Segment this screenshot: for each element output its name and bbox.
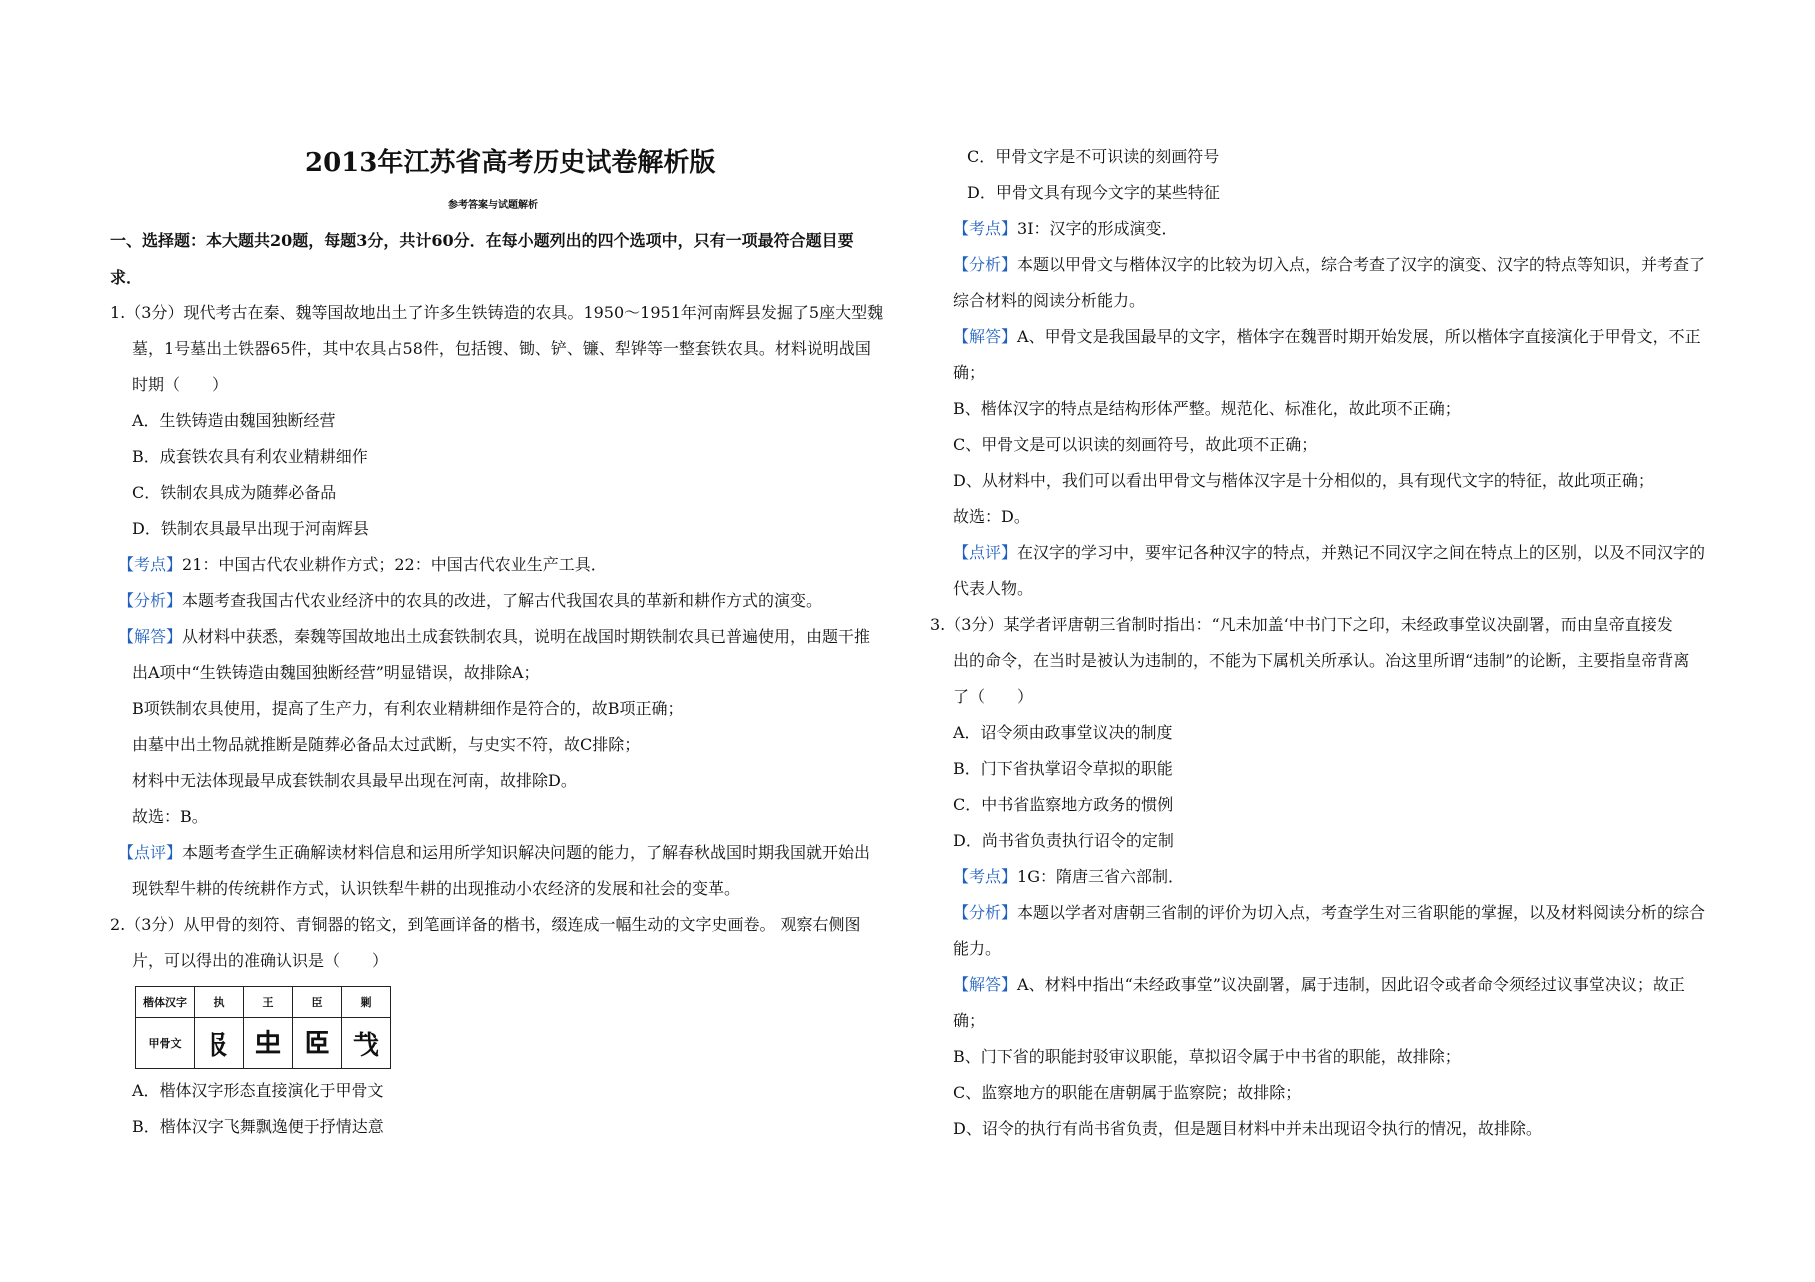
- q1-jieda: [118, 627, 870, 647]
- q3-option-c: C．中书省监察地方政务的惯例: [953, 795, 1174, 814]
- jieda-tag: 【解答】: [118, 627, 183, 646]
- kaodian-tag: 【考点】: [118, 555, 183, 574]
- q2-dianping-text: 在汉字的学习中，要牢记各种汉字的特点，并熟记不同汉字之间在特点上的区别，以及不同汉字的: [1017, 543, 1706, 562]
- q2-fenxi-text: 本题以甲骨文与楷体汉字的比较为切入点，综合考查了汉字的演变、汉字的特点等知识，并考查了: [1017, 255, 1706, 274]
- q2-jieda: [953, 327, 1701, 347]
- q1-kaodian-text: 21：中国古代农业耕作方式；22：中国古代农业生产工具．: [182, 555, 607, 574]
- page-title: 2013年江苏省高考历史试卷解析版: [305, 148, 716, 178]
- q1-option-d: D．铁制农具最早出现于河南辉县: [132, 519, 369, 538]
- q2-jieda-line: D、从材料中，我们可以看出甲骨文与楷体汉字是十分相似的，具有现代文字的特征，故此项正确；: [953, 471, 1654, 490]
- jieda-tag: 【解答】: [953, 975, 1018, 994]
- q1-option-c: C．铁制农具成为随葬必备品: [132, 483, 337, 502]
- fenxi-tag: 【分析】: [953, 255, 1018, 274]
- q1-jieda-line: 出A项中“生铁铸造由魏国独断经营”明显错误，故排除A；: [132, 663, 540, 682]
- q2-option-c: C．甲骨文字是不可识读的刻画符号: [967, 147, 1220, 166]
- kaiti-char: 臣: [293, 987, 342, 1018]
- q2-stem-line: 2.（3分）从甲骨的刻符、青铜器的铭文，到笔画详备的楷书，缀连成一幅生动的文字史画卷。 观察右侧图: [110, 915, 861, 934]
- q1-dianping-line: 现铁犁牛耕的传统耕作方式，认识铁犁牛耕的出现推动小农经济的发展和社会的变革。: [132, 879, 741, 898]
- q1-jieda-text: 从材料中获悉，秦魏等国故地出土成套铁制农具，说明在战国时期铁制农具已普遍使用，由题干推: [182, 627, 871, 646]
- table-header-kaiti: 楷体汉字: [136, 987, 195, 1018]
- kaiti-char: 王: [244, 987, 293, 1018]
- q2-dianping-line: 代表人物。: [953, 579, 1034, 598]
- q2-kaodian: [953, 219, 1178, 239]
- q3-kaodian: [953, 867, 1184, 887]
- q3-stem-line: 出的命令，在当时是被认为违制的，不能为下属机关所承认。冶这里所谓“违制”的论断，主要指皇帝背离: [953, 651, 1690, 670]
- fenxi-tag: 【分析】: [953, 903, 1018, 922]
- q1-answer: 故选：B。: [132, 807, 208, 826]
- script-comparison-table: [135, 986, 391, 1069]
- q2-stem-line: 片，可以得出的准确认识是（ ）: [132, 951, 389, 970]
- q3-fenxi-text: 本题以学者对唐朝三省制的评价为切入点，考查学生对三省职能的掌握，以及材料阅读分析的综合: [1017, 903, 1706, 922]
- q2-dianping: [953, 543, 1705, 563]
- oracle-glyph: 𠀐: [244, 1018, 293, 1069]
- table-header-jiaguwen: 甲骨文: [136, 1018, 195, 1069]
- q3-stem-line: 3.（3分）某学者评唐朝三省制时指出：“凡未加盖‘中书门下之印，未经政事堂议决副署，而由皇帝直接发: [930, 615, 1673, 634]
- q1-stem-line: 时期（ ）: [132, 375, 229, 394]
- q2-kaodian-text: 3I：汉字的形成演变．: [1017, 219, 1178, 238]
- q1-dianping-text: 本题考查学生正确解读材料信息和运用所学知识解决问题的能力，了解春秋战国时期我国就开始出: [182, 843, 871, 862]
- q1-fenxi-text: 本题考查我国古代农业经济中的农具的改进，了解古代我国农具的革新和耕作方式的演变。: [182, 591, 823, 610]
- dianping-tag: 【点评】: [953, 543, 1018, 562]
- q3-jieda-line: C、监察地方的职能在唐朝属于监察院；故排除；: [953, 1083, 1302, 1102]
- q3-jieda-text: A、材料中指出“未经政事堂”议决副署，属于违制，因此诏令或者命令须经过议事堂决议；故正: [1017, 975, 1685, 994]
- page-subtitle: 参考答案与试题解析: [448, 200, 538, 211]
- q3-option-d: D．尚书省负责执行诏令的定制: [953, 831, 1174, 850]
- q2-option-b: B．楷体汉字飞舞飘逸便于抒情达意: [132, 1117, 384, 1136]
- q3-jieda: [953, 975, 1685, 995]
- q2-jieda-line: C、甲骨文是可以识读的刻画符号，故此项不正确；: [953, 435, 1318, 454]
- q1-jieda-line: 材料中无法体现最早成套铁制农具最早出现在河南，故排除D。: [132, 771, 577, 790]
- q3-stem-line: 了（ ）: [953, 687, 1034, 706]
- q2-answer: 故选：D。: [953, 507, 1030, 526]
- kaiti-char: 剿: [342, 987, 391, 1018]
- q1-stem-line: 墓，1号墓出土铁器65件，其中农具占58件，包括锼、锄、铲、镰、犁铧等一整套铁农具。材料说明战国: [132, 339, 871, 358]
- oracle-glyph: 𠬝: [195, 1018, 244, 1069]
- q2-jieda-line: B、楷体汉字的特点是结构形体严整。规范化、标准化，故此项不正确；: [953, 399, 1461, 418]
- q2-jieda-text: A、甲骨文是我国最早的文字，楷体字在魏晋时期开始发展，所以楷体字直接演化于甲骨文，不正: [1017, 327, 1701, 346]
- q3-option-b: B．门下省执掌诏令草拟的职能: [953, 759, 1173, 778]
- q1-jieda-line: B项铁制农具使用，提高了生产力，有利农业精耕细作是符合的，故B项正确；: [132, 699, 684, 718]
- q1-option-a: A．生铁铸造由魏国独断经营: [132, 411, 336, 430]
- q1-stem-line: 1.（3分）现代考古在秦、魏等国故地出土了许多生铁铸造的农具。1950～1951年河南辉县发掘了5座大型魏: [110, 303, 884, 322]
- q3-kaodian-text: 1G：隋唐三省六部制．: [1017, 867, 1184, 886]
- oracle-glyph: 𢦏: [342, 1018, 391, 1069]
- q2-fenxi-line: 综合材料的阅读分析能力。: [953, 291, 1146, 310]
- q1-dianping: [118, 843, 870, 863]
- q3-jieda-line: D、诏令的执行有尚书省负责，但是题目材料中并未出现诏令执行的情况，故排除。: [953, 1119, 1542, 1138]
- kaodian-tag: 【考点】: [953, 219, 1018, 238]
- q1-jieda-line: 由墓中出土物品就推断是随葬必备品太过武断，与史实不符，故C排除；: [132, 735, 641, 754]
- dianping-tag: 【点评】: [118, 843, 183, 862]
- q3-jieda-line: B、门下省的职能封驳审议职能，草拟诏令属于中书省的职能，故排除；: [953, 1047, 1461, 1066]
- q1-option-b: B．成套铁农具有利农业精耕细作: [132, 447, 368, 466]
- q1-kaodian: [118, 555, 607, 575]
- section-heading: 一、选择题：本大题共20题，每题3分，共计60分．在每小题列出的四个选项中，只有一项最符合题目要: [110, 231, 854, 250]
- q2-fenxi: [953, 255, 1705, 275]
- q3-jieda-line: 确；: [953, 1011, 986, 1030]
- kaodian-tag: 【考点】: [953, 867, 1018, 886]
- q2-jieda-line: 确；: [953, 363, 986, 382]
- q3-fenxi-line: 能力。: [953, 939, 1002, 958]
- q2-option-a: A．楷体汉字形态直接演化于甲骨文: [132, 1081, 384, 1100]
- q2-option-d: D．甲骨文具有现今文字的某些特征: [967, 183, 1220, 202]
- oracle-glyph: 𦣞: [293, 1018, 342, 1069]
- q3-fenxi: [953, 903, 1705, 923]
- q3-option-a: A．诏令须由政事堂议决的制度: [953, 723, 1173, 742]
- section-heading-cont: 求．: [110, 268, 143, 287]
- fenxi-tag: 【分析】: [118, 591, 183, 610]
- jieda-tag: 【解答】: [953, 327, 1018, 346]
- kaiti-char: 执: [195, 987, 244, 1018]
- q1-fenxi: [118, 591, 822, 611]
